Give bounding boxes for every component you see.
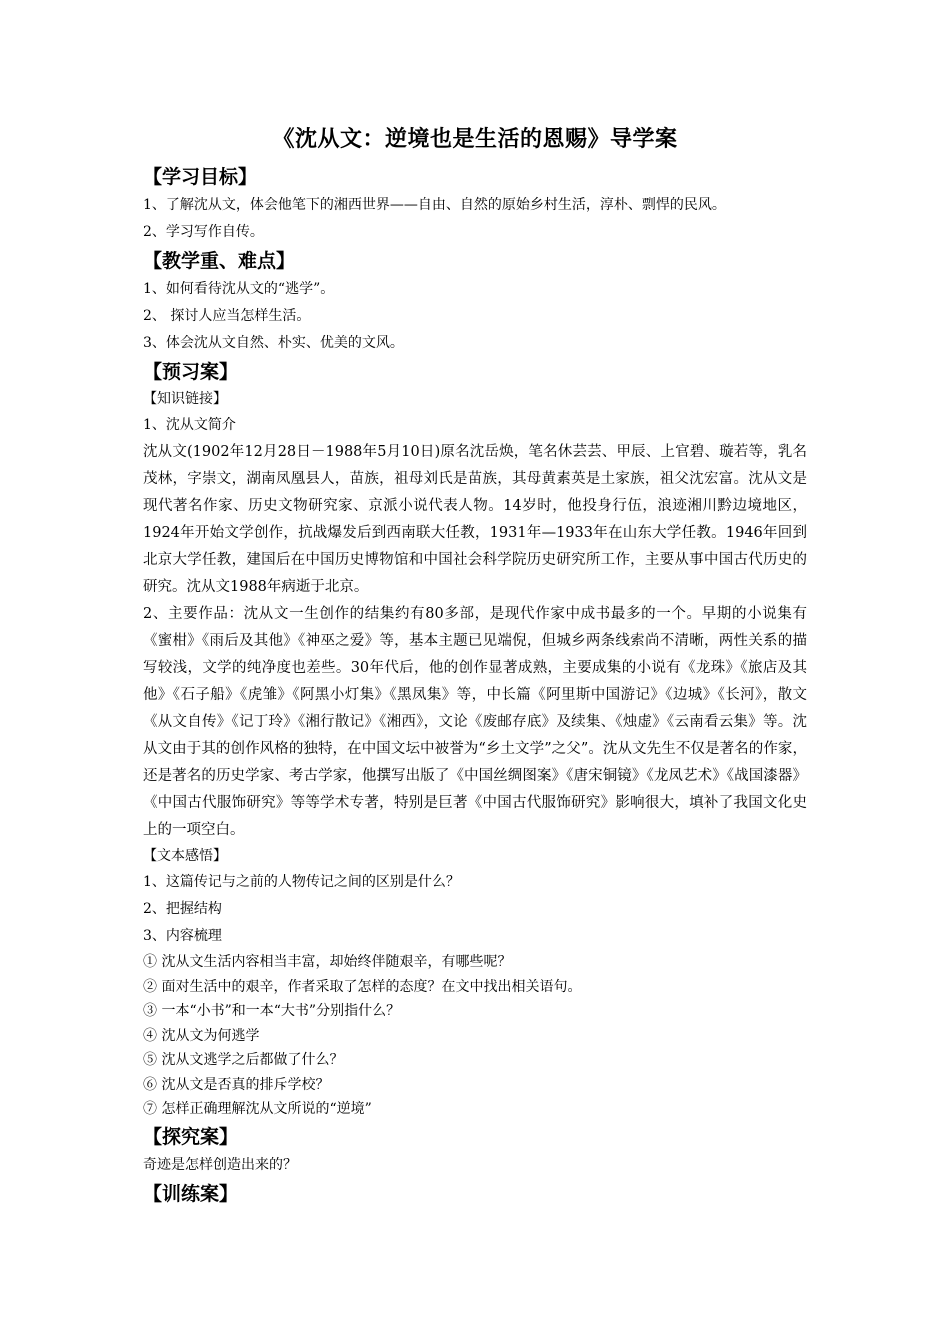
works-paragraph: 2、主要作品：沈从文一生创作的结集约有80多部，是现代作家中成书最多的一个。早期的小说集有《蜜柑》《雨后及其他》《神巫之爱》等，基本主题已见端倪，但城乡两条线索尚不清晰，两性关系的描写较浅，文学的纯净度也差些。30年代后，他的创作显著成熟，主要成集的小说有《龙珠》《旅店及其他》《石子船》《虎雏》《阿黑小灯集》《黑凤集》等，中长篇《阿里斯中国游记》《边城》《长河》，散文《从文自传》《记丁玲》《湘行散记》《湘西》，文论《废邮存底》及续集、《烛虚》《云南看云集》等。沈从文由于其的创作风格的独特，在中国文坛中被誉为“乡土文学”之父”。沈从文先生不仅是著名的作家，还是著名的历史学家、考古学家，他撰写出版了《中国丝绸图案》《唐宋铜镜》《龙凤艺术》《战国漆器》《中国古代服饰研究》等等学术专著，特别是巨著《中国古代服饰研究》影响很大，填补了我国文化史上的一项空白。	[143, 606, 807, 838]
preview-heading: 【预习案】	[143, 361, 239, 383]
reading-item: 2、把握结构	[143, 901, 222, 917]
page-title: 《沈从文：逆境也是生活的恩赐》导学案	[272, 126, 678, 152]
training-heading: 【训练案】	[143, 1182, 239, 1205]
question-item: ⑤ 沈从文逃学之后都做了什么？	[143, 1052, 344, 1068]
goal-item: 2、学习写作自传。	[143, 224, 264, 240]
reading-label: 【文本感悟】	[143, 848, 227, 864]
knowledge-link-label: 【知识链接】	[143, 391, 227, 407]
question-item: ⑥ 沈从文是否真的排斥学校？	[143, 1076, 330, 1093]
question-item: ④ 沈从文为何逃学	[143, 1027, 260, 1044]
key-points-heading: 【教学重、难点】	[143, 250, 296, 272]
explore-question: 奇迹是怎样创造出来的？	[143, 1156, 297, 1173]
reading-item: 3、内容梳理	[143, 928, 222, 944]
explore-heading: 【探究案】	[143, 1125, 239, 1148]
question-item: ① 沈从文生活内容相当丰富，却始终伴随艰辛，有哪些呢？	[143, 954, 512, 970]
intro-title: 1、沈从文简介	[143, 417, 236, 433]
question-item: ③ 一本“小书”和一本“大书”分别指什么？	[143, 1003, 401, 1019]
goals-heading: 【学习目标】	[143, 166, 258, 188]
question-item: ② 面对生活中的艰辛，作者采取了怎样的态度？在文中找出相关语句。	[143, 978, 582, 995]
intro-paragraph: 沈从文(1902年12月28日－1988年5月10日)原名沈岳焕，笔名休芸芸、甲辰、上官碧、璇若等，乳名茂林，字崇文，湖南凤凰县人，苗族，祖母刘氏是苗族，其母黄素英是土家族，祖父沈宏富。沈从文是现代著名作家、历史文物研究家、京派小说代表人物。14岁时，他投身行伍，浪迹湘川黔边境地区，1924年开始文学创作，抗战爆发后到西南联大任教，1931年—1933年在山东大学任教。1946年回到北京大学任教，建国后在中国历史博物馆和中国社会科学院历史研究所工作，主要从事中国古代历史的研究。沈从文1988年病逝于北京。	[143, 444, 807, 595]
reading-item: 1、这篇传记与之前的人物传记之间的区别是什么？	[143, 874, 460, 890]
document-content	[143, 122, 807, 1209]
goal-item: 1、了解沈从文，体会他笔下的湘西世界——自由、自然的原始乡村生活，淳朴、剽悍的民风。	[143, 197, 726, 213]
key-point-item: 2、 探讨人应当怎样生活。	[143, 308, 311, 324]
question-item: ⑦ 怎样正确理解沈从文所说的“逆境”	[143, 1101, 372, 1117]
key-point-item: 3、体会沈从文自然、朴实、优美的文风。	[143, 335, 404, 351]
key-point-item: 1、如何看待沈从文的“逃学”。	[143, 281, 335, 297]
